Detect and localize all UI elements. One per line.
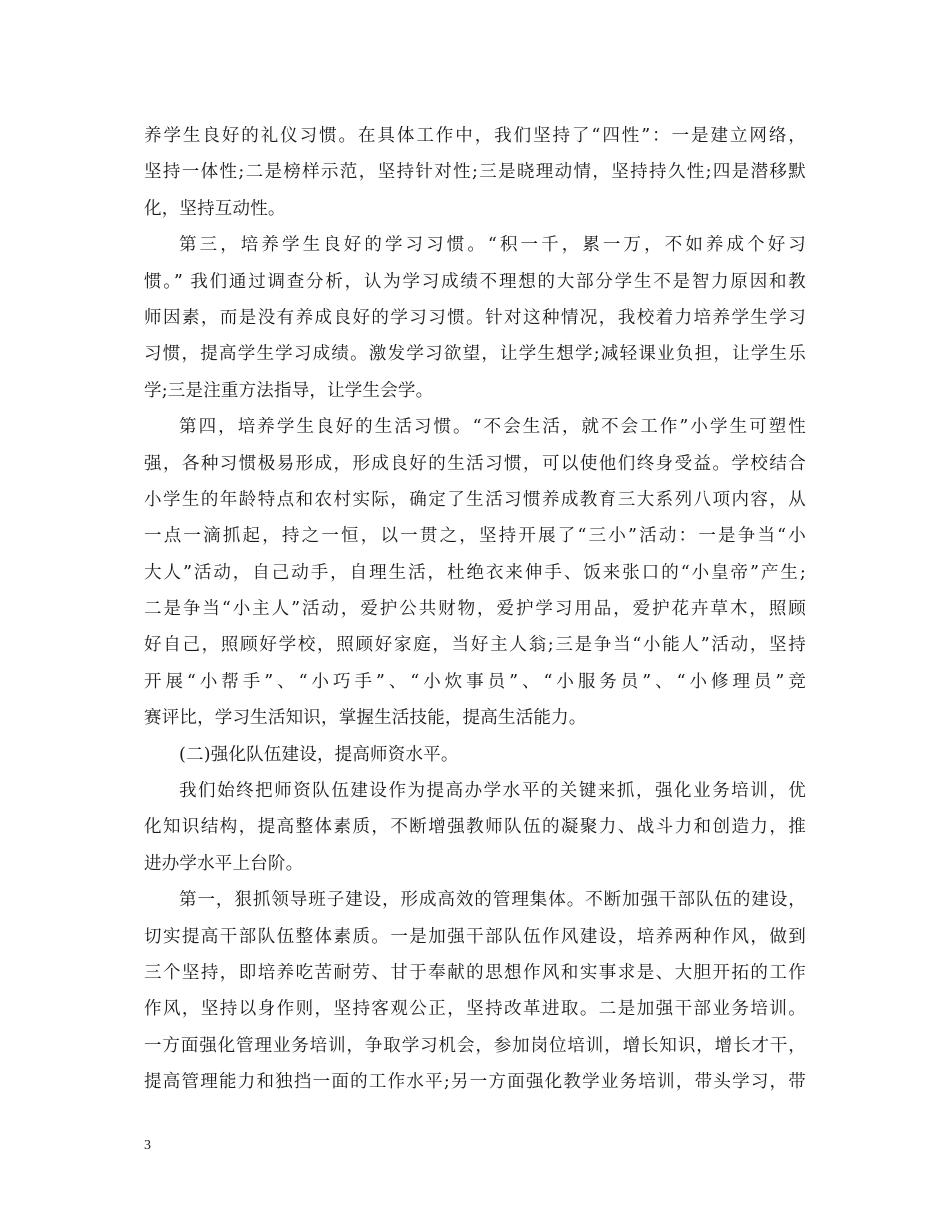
- text-line: 一点一滴抓起，持之一恒，以一贯之，坚持开展了“三小”活动：一是争当“小: [144, 526, 806, 547]
- page-number: 3: [144, 1138, 151, 1153]
- text-line: 化知识结构，提高整体素质，不断增强教师队伍的凝聚力、战斗力和创造力，推: [144, 817, 806, 838]
- text-line: 进办学水平上台阶。: [144, 853, 304, 874]
- text-line: (二)强化队伍建设，提高师资水平。: [179, 744, 459, 765]
- text-line: 学;三是注重方法指导，让学生会学。: [144, 380, 434, 401]
- text-line: 大人”活动，自己动手，自理生活，杜绝衣来伸手、饭来张口的“小皇帝”产生;: [144, 562, 806, 583]
- text-line: 二是争当“小主人”活动，爱护公共财物，爱护学习用品，爱护花卉草木，照顾: [144, 599, 806, 620]
- text-line: 好自己，照顾好学校，照顾好家庭，当好主人翁;三是争当“小能人”活动，坚持: [144, 635, 806, 656]
- text-line: 作风，坚持以身作则，坚持客观公正，坚持改革进取。二是加强干部业务培训。: [144, 999, 806, 1020]
- text-line: 惯。” 我们通过调查分析，认为学习成绩不理想的大部分学生不是智力原因和教: [144, 271, 806, 292]
- text-line: 一方面强化管理业务培训，争取学习机会，参加岗位培训，增长知识，增长才干，: [144, 1035, 806, 1056]
- body-text: [144, 118, 806, 1101]
- text-line: 习惯，提高学生学习成绩。激发学习欲望，让学生想学;减轻课业负担，让学生乐: [144, 344, 806, 365]
- text-line: 开展“小帮手”、“小巧手”、“小炊事员”、“小服务员”、“小修理员”竞: [144, 671, 806, 692]
- text-line: 养学生良好的礼仪习惯。在具体工作中，我们坚持了“四性”：一是建立网络，: [144, 126, 806, 146]
- text-line: 三个坚持，即培养吃苦耐劳、甘于奉献的思想作风和实事求是、大胆开拓的工作: [144, 962, 806, 983]
- text-line: 小学生的年龄特点和农村实际，确定了生活习惯养成教育三大系列八项内容，从: [144, 489, 806, 510]
- text-line: 坚持一体性;二是榜样示范，坚持针对性;三是晓理动情，坚持持久性;四是潜移默: [144, 162, 806, 183]
- text-line: 切实提高干部队伍整体素质。一是加强干部队伍作风建设，培养两种作风，做到: [144, 926, 806, 947]
- text-line: 第三，培养学生良好的学习习惯。“积一千，累一万，不如养成个好习: [179, 235, 806, 256]
- text-line: 赛评比，学习生活知识，掌握生活技能，提高生活能力。: [144, 708, 587, 729]
- text-line: 强，各种习惯极易形成，形成良好的生活习惯，可以使他们终身受益。学校结合: [144, 453, 806, 474]
- text-line: 化，坚持互动性。: [144, 198, 286, 219]
- text-line: 师因素，而是没有养成良好的学习习惯。针对这种情况，我校着力培养学生学习: [144, 307, 806, 328]
- text-line: 第一，狠抓领导班子建设，形成高效的管理集体。不断加强干部队伍的建设，: [179, 890, 806, 911]
- text-line: 第四，培养学生良好的生活习惯。“不会生活，就不会工作”小学生可塑性: [179, 417, 806, 438]
- text-line: 提高管理能力和独挡一面的工作水平;另一方面强化教学业务培训，带头学习，带: [144, 1072, 806, 1093]
- text-line: 我们始终把师资队伍建设作为提高办学水平的关键来抓，强化业务培训，优: [179, 781, 806, 802]
